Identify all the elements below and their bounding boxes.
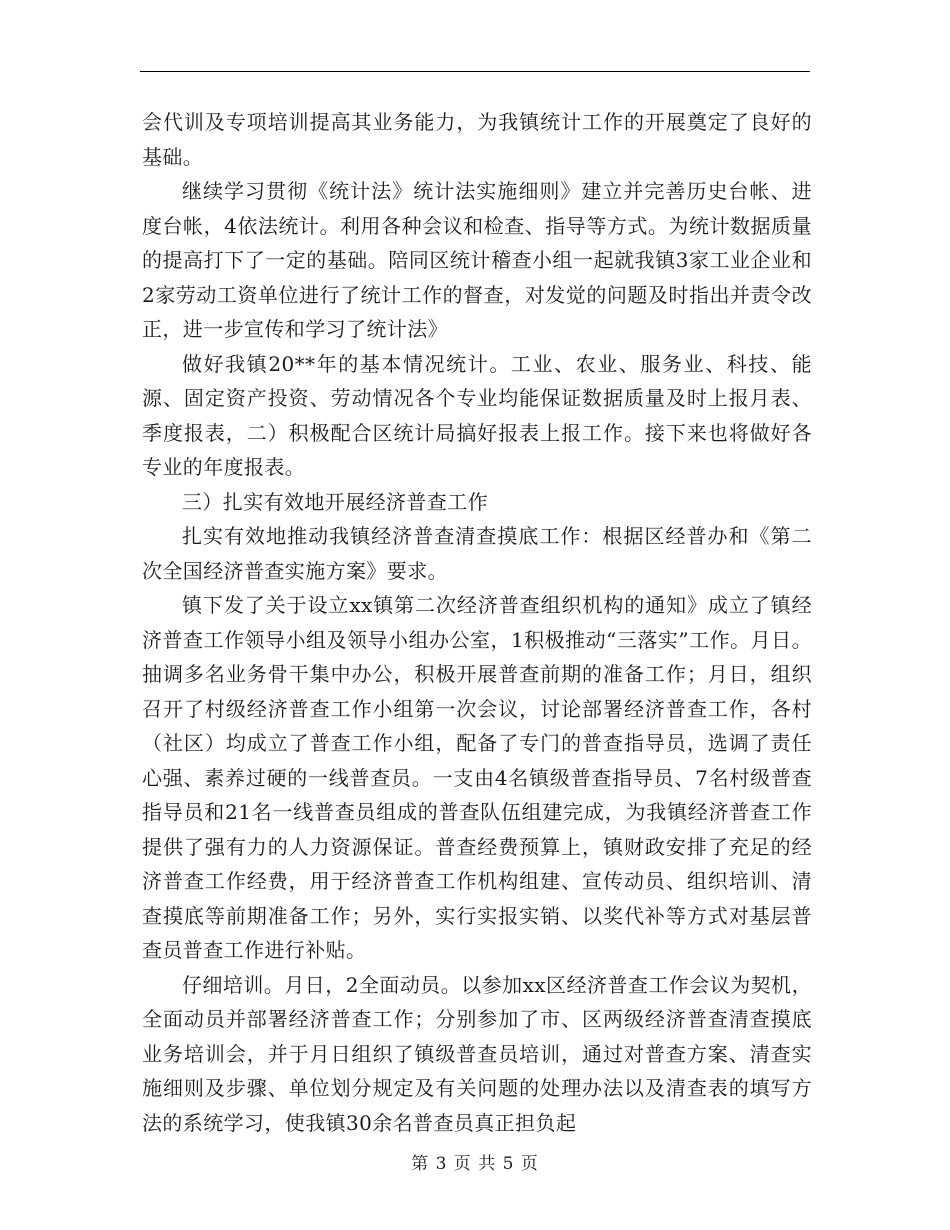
paragraph-statistics-law: 继续学习贯彻《统计法》统计法实施细则》建立并完善历史台帐、进度台帐，4依法统计。利用各种会议和检查、指导等方式。为统计数据质量的提高打下了一定的基础。陪同区统计稽查小组一起就我镇3家工业企业和2家劳动工资单位进行了统计工作的督查，对发觉的问题及时指出并责令改正，进一步宣传和学习了统计法》 xyxy=(142,179,812,341)
page-number-footer: 第 3 页 共 5 页 xyxy=(411,1154,539,1174)
paragraph-census-training: 仔细培训。月日，2全面动员。以参加xx区经济普查工作会议为契机，全面动员并部署经济普查工作；分别参加了市、区两级经济普查清查摸底业务培训会，并于月日组织了镇级普查员培训，通过对普查方案、清查实施细则及步骤、单位划分规定及有关问题的处理办法以及清查表的填写方法的系统学习，使我镇30余名普查员真正担负起 xyxy=(142,972,812,1135)
section-heading-census: 三）扎实有效地开展经济普查工作 xyxy=(182,489,488,514)
body-text xyxy=(142,105,812,1140)
paragraph-basic-statistics: 做好我镇20**年的基本情况统计。工业、农业、服务业、科技、能源、固定资产投资、劳动情况各个专业均能保证数据质量及时上报月表、季度报表，二）积极配合区统计局搞好报表上报工作。接下来也将做好各专业的年度报表。 xyxy=(142,351,812,479)
paragraph-continuation: 会代训及专项培训提高其业务能力，为我镇统计工作的开展奠定了良好的基础。 xyxy=(142,110,812,169)
header-rule xyxy=(140,71,810,72)
paragraph-census-organization: 镇下发了关于设立xx镇第二次经济普查组织机构的通知》成立了镇经济普查工作领导小组及领导小组办公室，1积极推动“三落实”工作。月日。抽调多名业务骨干集中办公，积极开展普查前期的准备工作；月日，组织召开了村级经济普查工作小组第一次会议，讨论部署经济普查工作，各村（社区）均成立了普查工作小组，配备了专门的普查指导员，选调了责任心强、素养过硬的一线普查员。一支由4名镇级普查指导员、7名村级普查指导员和21名一线普查员组成的普查队伍组建完成，为我镇经济普查工作提供了强有力的人力资源保证。普查经费预算上，镇财政安排了充足的经济普查工作经费，用于经济普查工作机构组建、宣传动员、组织培训、清查摸底等前期准备工作；另外，实行实报实销、以奖代补等方式对基层普查员普查工作进行补贴。 xyxy=(142,593,812,962)
paragraph-census-intro: 扎实有效地推动我镇经济普查清查摸底工作：根据区经普办和《第二次全国经济普查实施方案》要求。 xyxy=(142,524,812,583)
